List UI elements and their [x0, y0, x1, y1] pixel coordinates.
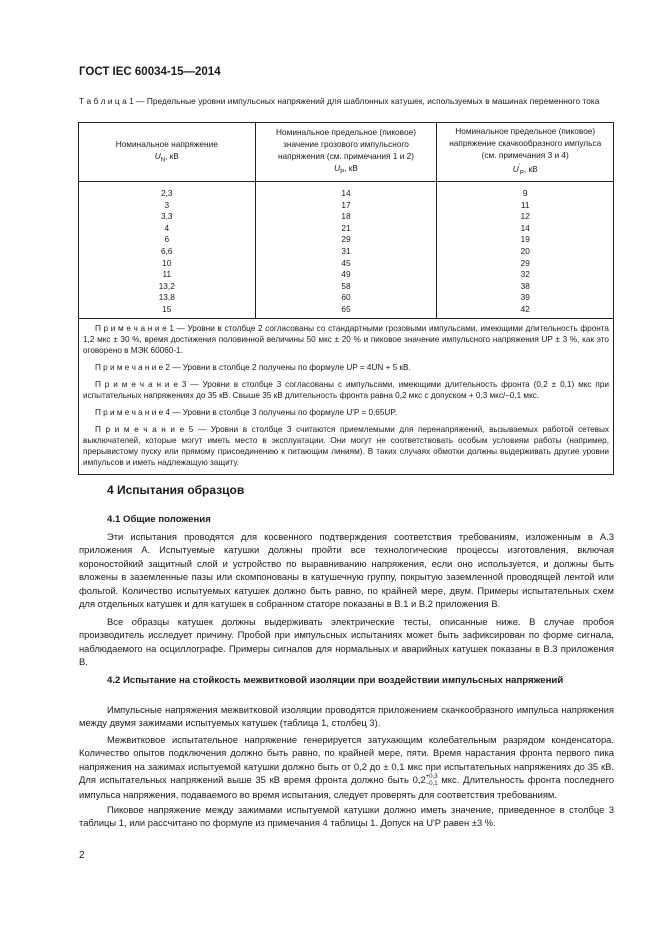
section-4-heading: 4 Испытания образцов — [107, 483, 245, 497]
table-cell: 18 — [341, 211, 351, 222]
note-5: П р и м е ч а н и е 5 — Уровни в столбце 3 считаются приемлемыми для перенапряжений, вызываемых работой сетевых выключателей, которые могут иметь место в эксплуатации. Они могут не соответствовать особым условиям работы (например, прерывистому пуску или прямому присоединению к питающим линиям). В таких случаях обмотки должны выдерживать другие уровни импульсов и иметь надлежащую защиту. — [83, 424, 609, 467]
table-cell: 6 — [164, 234, 170, 245]
note-1: П р и м е ч а н и е 1 — Уровни в столбце 2 согласованы со стандартными грозовыми импульсами, имеющими длительность фронта 1,2 мкс ± 30 %, время достижения половинной величины 50 мкс ± 20 % и пиковое значение импульсного напряжения UP ± 3 %, как это оговорено в МЭК 60060-1. — [83, 323, 609, 355]
table-cell: 10 — [162, 257, 172, 268]
table-cell: 32 — [520, 269, 530, 280]
lightning-impulse-values — [255, 182, 437, 319]
note-4: П р и м е ч а н и е 4 — Уровни в столбце 3 получены по формуле U'P = 0,65UP. — [95, 407, 397, 417]
table-cell: 14 — [341, 188, 351, 198]
paragraph-4-2-2: Межвитковое испытательное напряжение генерируется затухающим колебательным разрядом конденсатора. Количество опытов подключения должно быть равно, по крайней мере, пяти. Время нарастания фронта первого пика напряжения на зажимах испытуемой катушки должно быть от 0,2 до ± 0,1 мкс при испытательных напряжениях до 35 кВ. Для испытательных напряжений выше 35 кВ время фронта должно быть 0,2 +0,3 −0,1 мкс. Длительность фронта последнего импульса напряжения, подаваемого во время испытания, следует проверять для соответствия требованиям. — [79, 734, 614, 800]
paragraph-4-1-1: Эти испытания проводятся для косвенного подтверждения соответствия требованиям, изложенным в А.3 приложения А. Испытуемые катушки должны пройти все технологические процессы изготовления, включая короностойкий защитный слой и устройство по выравниванию напряжения, если оно используется, и должны быть вложены в заземленные пазы или скомпонованы в катушечную группу, покрытую заземленной проводящей лентой или фольгой. Количество испытуемых катушек должно быть равно, по крайней мере, двум. Примеры испытательных схем для отдельных катушек и для катушек в собранном статоре показаны в В.1 и В.2 приложения В. — [79, 531, 614, 610]
table-cell: 38 — [520, 280, 530, 291]
document-header: ГОСТ IEC 60034-15—2014 — [79, 66, 221, 78]
table-cell: 19 — [520, 234, 530, 245]
table-cell: 49 — [341, 269, 351, 280]
table-cell: 31 — [341, 245, 351, 256]
table-cell: 6,6 — [161, 245, 173, 256]
table-notes-row — [79, 318, 614, 474]
table-notes — [79, 318, 614, 474]
table-cell: 65 — [341, 303, 351, 314]
table-cell: 21 — [341, 222, 351, 233]
section-4-2-heading: 4.2 Испытание на стойкость межвитковой изоляции при воздействии импульсных напряжений — [107, 675, 564, 686]
col-header-steep-front-impulse: Номинальное предельное (пиковое) напряжение скачкообразного импульса (см. примечания 3 и 4) $U'_P$, кВ — [437, 123, 614, 182]
table-cell: 29 — [341, 234, 351, 245]
table-cell: 58 — [341, 280, 351, 291]
steep-front-values — [437, 182, 614, 319]
table-cell: 12 — [520, 211, 530, 222]
page-number: 2 — [79, 850, 85, 861]
table-cell: 20 — [520, 245, 530, 256]
table-data-row — [79, 182, 614, 319]
note-3: П р и м е ч а н и е 3 — Уровни в столбце 3 согласованы с импульсами, имеющими длительность фронта (0,2 ± 0,1) мкс при испытательных напряжениях до 35 кВ. Свыше 35 кВ длительность фронта равна 0,2 мкс с допуском + 0,3 мкс/–0,1 мкс. — [83, 379, 609, 400]
table-cell: 3,3 — [161, 211, 173, 222]
table-cell: 3 — [164, 199, 170, 210]
table-cell: 11 — [520, 199, 530, 210]
voltage-limits-table — [78, 122, 614, 475]
table-cell: 45 — [341, 257, 351, 268]
table-cell: 15 — [162, 303, 172, 314]
note-2: П р и м е ч а н и е 2 — Уровни в столбце 2 получены по формуле UP = 4UN + 5 кВ. — [95, 362, 411, 372]
table-cell: 29 — [520, 257, 530, 268]
table-header-row — [79, 123, 614, 182]
table-caption: Т а б л и ц а 1 — Предельные уровни импульсных напряжений для шаблонных катушек, используемых в машинах переменного тока — [79, 96, 600, 106]
table-cell: 13,8 — [158, 292, 175, 303]
section-4-1-heading: 4.1 Общие положения — [107, 514, 211, 525]
table-cell: 11 — [162, 269, 172, 280]
table-cell: 4 — [164, 222, 170, 233]
table-cell: 17 — [341, 199, 351, 210]
table-cell: 13,2 — [158, 280, 175, 291]
paragraph-4-1-2: Все образцы катушек должны выдерживать электрические тесты, описанные ниже. В случае пробоя производитель исследует причину. Пробой при импульсных испытаниях может быть зафиксирован по форме сигнала, наблюдаемого на осциллографе. Примеры сигналов для нормальных и аварийных катушек показаны в В.3 приложения В. — [79, 616, 614, 668]
table-cell: 2,3 — [161, 188, 173, 198]
table-cell: 42 — [520, 303, 530, 314]
paragraph-4-2-1: Импульсные напряжения межвитковой изоляции проводятся приложением скачкообразного импульса напряжения между двумя зажимами испытуемых катушек (таблица 1, столбец 3). — [79, 704, 614, 729]
table-cell: 9 — [522, 188, 528, 198]
col-header-lightning-impulse: Номинальное предельное (пиковое) значение грозового импульсного напряжения (см. примечания 1 и 2) $U_P$, кВ — [255, 123, 437, 182]
table-cell: 39 — [520, 292, 530, 303]
paragraph-4-2-3: Пиковое напряжение между зажимами испытуемой катушки должно иметь значение, приведенное в столбце 3 таблицы 1, или рассчитано по формуле из примечания 4 таблицы 1. Допуск на U'P равен ±3 %. — [79, 804, 614, 829]
table-cell: 60 — [341, 292, 351, 303]
table-cell: 14 — [520, 222, 530, 233]
rated-voltage-values — [79, 182, 256, 319]
col-header-rated-voltage: Номинальное напряжение $U_N$, кВ — [79, 123, 256, 182]
